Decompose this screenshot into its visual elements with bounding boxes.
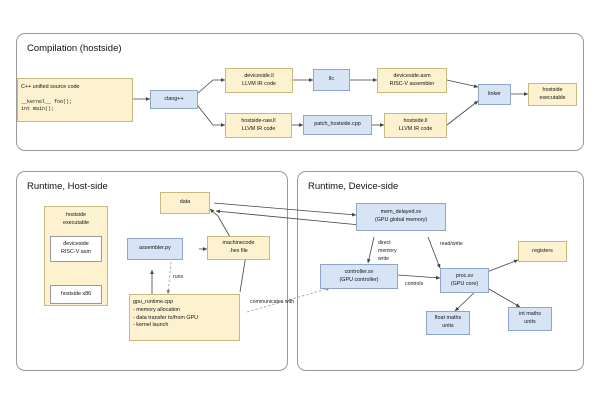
panel-runtime-host-title: Runtime, Host-side (27, 181, 108, 192)
machinecode-name: machinecode (222, 240, 255, 247)
registers-label: registers (532, 247, 553, 254)
deviceside-asm-rt-desc: RISC-V asm (61, 249, 91, 255)
node-int-maths-units (508, 307, 552, 331)
panel-compilation-title: Compilation (hostside) (27, 43, 122, 54)
panel-runtime-device-title: Runtime, Device-side (308, 181, 399, 192)
node-linker (478, 84, 511, 105)
node-gpu-runtime (129, 294, 240, 341)
deviceside-ll-name: deviceside.ll (244, 72, 274, 79)
node-llc (313, 69, 350, 91)
machinecode-desc: .hex file (229, 248, 248, 254)
proc-desc: (GPU core) (450, 280, 479, 287)
node-mem-delayed (356, 203, 446, 231)
gpu-runtime-name: gpu_runtime.cpp (133, 299, 174, 305)
gpu-runtime-bullet3: - kernel launch (133, 322, 169, 329)
node-deviceside-ll (225, 68, 293, 93)
node-data (160, 192, 210, 214)
node-machinecode-hex (207, 236, 270, 260)
node-controller (320, 264, 398, 289)
int-maths-desc: units (524, 319, 536, 325)
assembler-label: assembler.py (139, 245, 171, 252)
edge-label-communicates-with: communicates with (250, 299, 295, 305)
clang-label: clang++ (164, 95, 184, 102)
source-title: C++ unified source code (21, 84, 80, 90)
node-clang (150, 90, 198, 109)
gpu-runtime-bullet1: - memory allocation (133, 306, 181, 313)
node-deviceside-asm (377, 68, 447, 93)
proc-name: proc.sv (455, 272, 474, 279)
host-exe-name: hostside (65, 212, 87, 218)
linker-label: linker (488, 90, 501, 97)
node-registers (518, 241, 567, 262)
deviceside-ll-desc: LLVM IR code (242, 80, 276, 87)
edge-label-direct-1: direct (378, 240, 391, 246)
float-maths-name: float maths (434, 315, 462, 322)
node-proc (440, 268, 489, 293)
deviceside-asm-rt-name: deviceside (63, 241, 89, 248)
hostside-exe-name: hostside (542, 86, 563, 93)
deviceside-asm-name: deviceside.asm (393, 72, 431, 79)
float-maths-desc: units (442, 323, 454, 329)
mem-delayed-name: mem_delayed.sv (380, 209, 422, 216)
node-hostside-x86 (50, 285, 102, 304)
source-kernel-decl: __kernel__ foo(); (21, 98, 73, 105)
patch-label: patch_hostside.cpp (314, 121, 361, 128)
hostside-x86-label: hostside x86 (60, 290, 92, 297)
hostside-ll-name: hostside.ll (403, 117, 428, 124)
llc-label: llc (328, 76, 335, 83)
node-cpp-unified-source (17, 78, 133, 122)
node-assembler (127, 238, 183, 260)
int-maths-name: int maths (519, 311, 541, 318)
node-float-maths-units (426, 311, 470, 335)
mem-delayed-desc: (GPU global memory) (374, 217, 428, 223)
node-hostside-executable-compile (528, 83, 577, 106)
node-deviceside-riscv-asm (50, 236, 102, 262)
hostside-raw-name: hostside-raw.ll (241, 117, 276, 124)
node-patch-hostside (303, 115, 372, 135)
hostside-exe-desc: executable (539, 94, 566, 101)
controller-name: controller.sv (344, 268, 374, 275)
data-label: data (179, 199, 191, 206)
node-hostside-raw-ll (225, 113, 292, 138)
hostside-raw-desc: LLVM IR code (241, 125, 276, 132)
host-exe-desc: executable (62, 219, 90, 226)
node-hostside-ll (384, 113, 447, 138)
edge-label-runs: runs (173, 274, 184, 280)
source-main-decl: int main(); (21, 106, 55, 113)
gpu-runtime-bullet2: - data transfer to/from GPU (133, 314, 199, 321)
edge-label-controls: controls (405, 281, 424, 287)
deviceside-asm-desc: RISC-V assembler (389, 80, 435, 87)
hostside-ll-desc: LLVM IR code (398, 125, 433, 132)
controller-desc: (GPU controller) (339, 276, 379, 283)
edge-label-direct-3: write (378, 256, 389, 262)
edge-label-direct-2: memory (378, 248, 397, 254)
edge-label-read-write: read/write (440, 241, 463, 247)
